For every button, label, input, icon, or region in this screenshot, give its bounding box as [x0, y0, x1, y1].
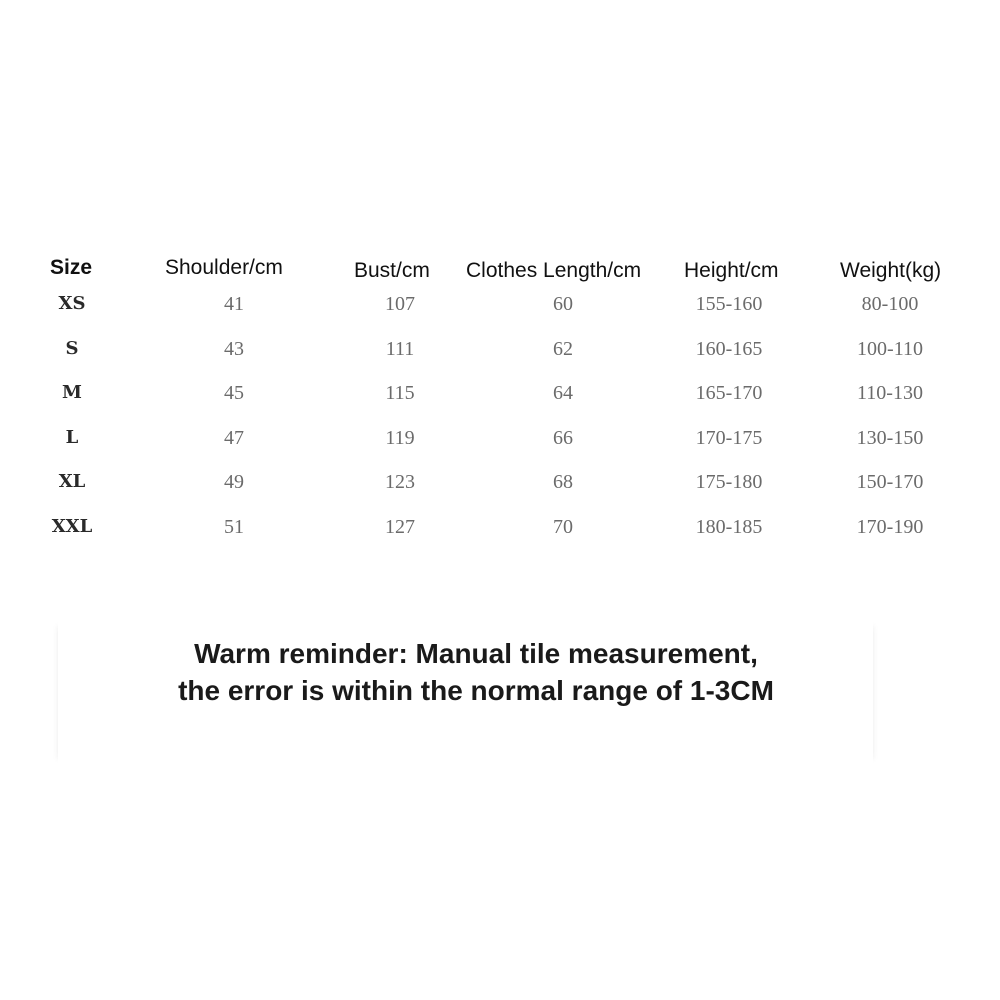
length-cell: 70: [553, 516, 573, 538]
note-line-1: Warm reminder: Manual tile measurement,: [194, 638, 758, 669]
table-row: [0, 512, 1000, 542]
weight-cell: 150-170: [856, 471, 924, 493]
size-cell: XL: [58, 471, 86, 492]
header-bust: Bust/cm: [354, 259, 430, 282]
weight-cell: 170-190: [856, 516, 924, 538]
shoulder-cell: 47: [224, 427, 244, 449]
table-row: [0, 378, 1000, 408]
header-height: Height/cm: [684, 259, 779, 282]
bust-cell: 115: [385, 382, 415, 404]
table-row: [0, 289, 1000, 319]
size-cell: XXL: [51, 516, 93, 537]
measurement-note: [58, 620, 873, 765]
length-cell: 68: [553, 471, 573, 493]
height-cell: 165-170: [695, 382, 763, 404]
weight-cell: 80-100: [861, 293, 919, 315]
weight-cell: 100-110: [857, 338, 923, 360]
length-cell: 60: [553, 293, 573, 315]
height-cell: 155-160: [695, 293, 763, 315]
bust-cell: 123: [385, 471, 415, 493]
weight-cell: 130-150: [856, 427, 924, 449]
header-shoulder: Shoulder/cm: [165, 256, 283, 279]
height-cell: 180-185: [695, 516, 763, 538]
height-cell: 175-180: [695, 471, 763, 493]
shoulder-cell: 45: [224, 382, 244, 404]
height-cell: 160-165: [695, 338, 763, 360]
shoulder-cell: 49: [224, 471, 244, 493]
size-cell: L: [65, 427, 79, 448]
bust-cell: 119: [385, 427, 415, 449]
shoulder-cell: 41: [224, 293, 244, 315]
length-cell: 64: [553, 382, 573, 404]
header-size: Size: [50, 256, 93, 279]
bust-cell: 111: [385, 338, 415, 360]
size-cell: XS: [58, 293, 86, 314]
shoulder-cell: 51: [224, 516, 244, 538]
table-row: [0, 467, 1000, 497]
size-cell: S: [65, 338, 79, 359]
weight-cell: 110-130: [857, 382, 923, 404]
size-cell: M: [62, 382, 82, 403]
table-row: [0, 334, 1000, 364]
header-weight: Weight(kg): [840, 259, 942, 282]
note-line-2: the error is within the normal range of 1-3CM: [178, 675, 774, 706]
length-cell: 62: [553, 338, 573, 360]
height-cell: 170-175: [695, 427, 763, 449]
bust-cell: 127: [385, 516, 415, 538]
bust-cell: 107: [385, 293, 415, 315]
length-cell: 66: [553, 427, 573, 449]
header-clothes-length: Clothes Length/cm: [466, 259, 642, 282]
shoulder-cell: 43: [224, 338, 244, 360]
table-row: [0, 423, 1000, 453]
